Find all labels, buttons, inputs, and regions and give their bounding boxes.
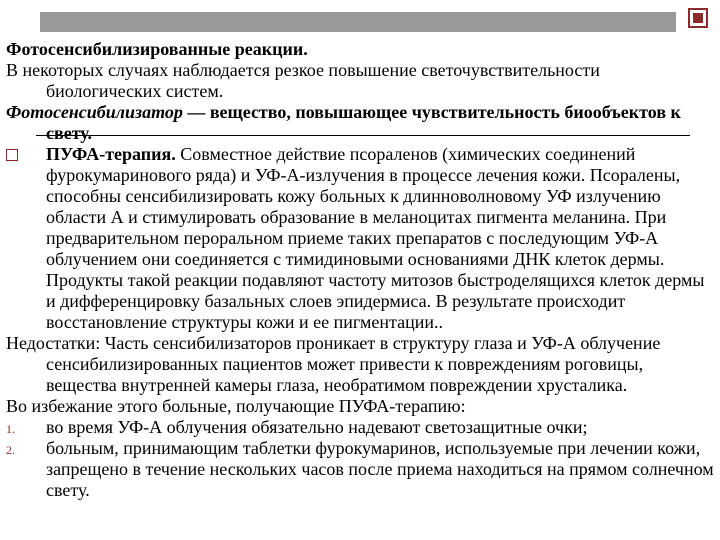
list-number: 1. [6, 422, 15, 436]
slide-content [6, 39, 714, 501]
bullet-term: ПУФА-терапия. [46, 144, 176, 164]
section-title: Фотосенсибилизированные реакции. [6, 39, 308, 59]
definition-term: Фотосенсибилизатор [6, 102, 183, 122]
list-item [6, 438, 714, 501]
horizontal-rule [36, 135, 690, 136]
definition-text: — вещество, повышающее чувствительность биообъектов к свету. [46, 102, 681, 143]
checkbox-square-icon [6, 149, 18, 161]
top-decorative-bar [40, 12, 676, 32]
list-item [6, 417, 714, 438]
bullet-text: Совместное действие псораленов (химических соединений фурокумаринового ряда) и УФ-А-излучения в процессе лечения кожи. Псоралены, способны сенсибилизировать кожу больных к длинноволновому УФ излучению области А и стимулировать образование в меланоцитах пигмента меланина. При предварительном пероральном приеме таких препаратов с последующим УФ-А облучением они соединяется с тимидиновыми основаниями ДНК клеток дермы. Продукты такой реакции подавляют частоту митозов быстроделящихся клеток дермы и дифференцировку базальных слоев эпидермиса. В результате происходит восстановление структуры кожи и ее пигментации.. [46, 144, 705, 332]
corner-square-icon [688, 8, 708, 28]
list-item-text: во время УФ-А облучения обязательно надевают светозащитные очки; [46, 417, 588, 437]
list-number: 2. [6, 443, 15, 457]
definition-paragraph [6, 102, 714, 144]
list-item-text: больным, принимающим таблетки фурокумаринов, используемые при лечении кожи, запрещено в течение нескольких часов после приема находиться на прямом солнечном свету. [46, 438, 714, 500]
drawbacks-paragraph: Недостатки: Часть сенсибилизаторов проникает в структуру глаза и УФ-А облучение сенсибилизированных пациентов может привести к повреждениям роговицы, вещества внутренней камеры глаза, необратимом повреждении хрусталика. [6, 333, 661, 395]
intro-paragraph: В некоторых случаях наблюдается резкое повышение светочувствительности биологических систем. [6, 60, 600, 101]
avoid-intro-paragraph: Во избежание этого больные, получающие ПУФА-терапию: [6, 396, 466, 416]
bullet-item [6, 144, 714, 333]
